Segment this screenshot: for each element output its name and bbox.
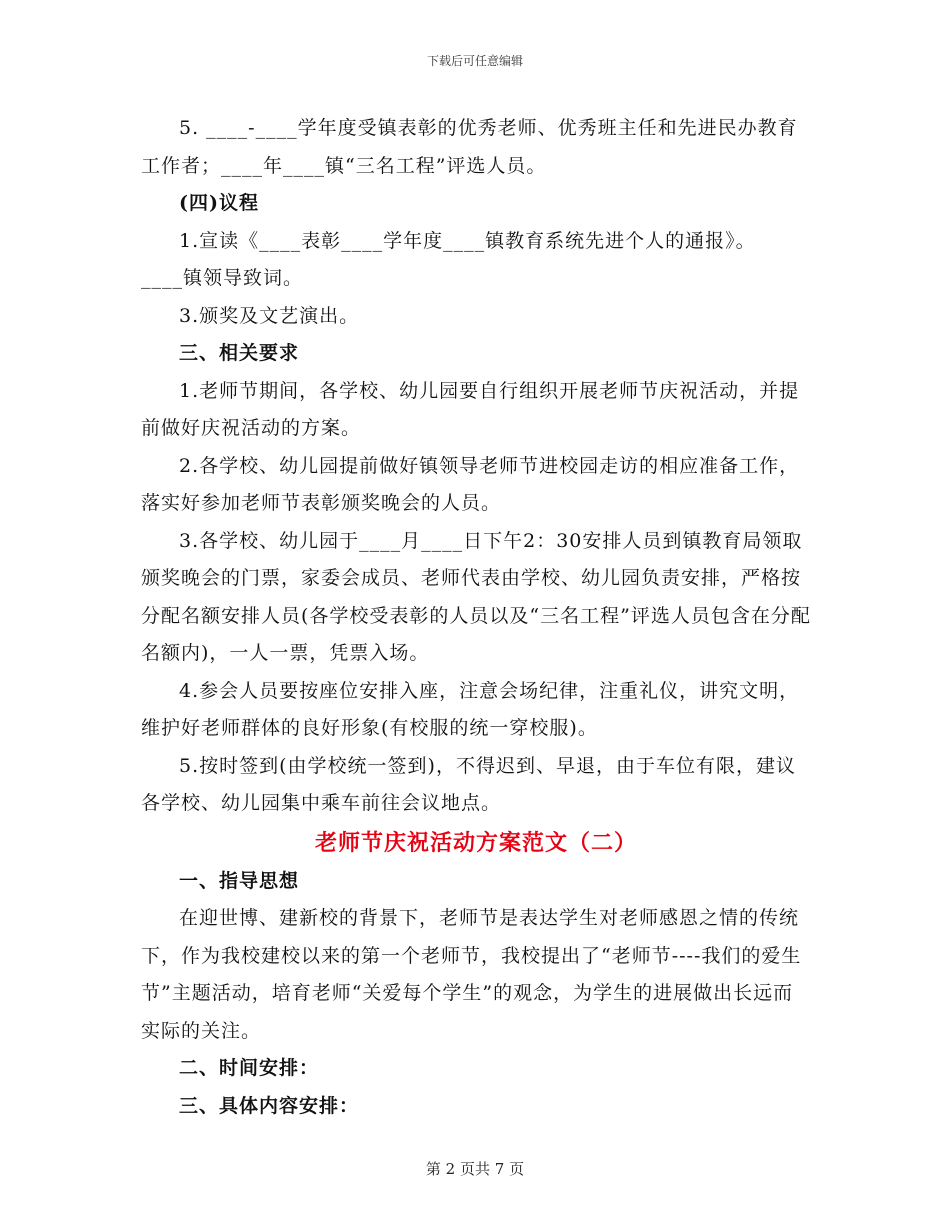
- section-heading: 三、具体内容安排：: [179, 1094, 360, 1117]
- paragraph: ____镇领导致词。: [141, 267, 304, 289]
- paragraph: 5. ____-____学年度受镇表彰的优秀老师、优秀班主任和先进民办教育工作者；____年____镇“三名工程”评选人员。: [141, 117, 798, 177]
- page-footer: 第 2 页共 7 页: [425, 1160, 525, 1178]
- paragraph: 2.各学校、幼儿园提前做好镇领导老师节进校园走访的相应准备工作，落实好参加老师节表彰颁奖晚会的人员。: [141, 454, 800, 514]
- section-heading: 二、时间安排：: [179, 1057, 320, 1079]
- paragraph: 3.颁奖及文艺演出。: [179, 304, 360, 327]
- section-title: 老师节庆祝活动方案范文（二）: [314, 829, 637, 856]
- paragraph: 在迎世博、建新校的背景下，老师节是表达学生对老师感恩之情的传统下，作为我校建校以来的第一个老师节，我校提出了“老师节----我们的爱生节”主题活动，培育老师“关爱每个学生”的观念，为学生的进展做出长远而实际的关注。: [141, 907, 802, 1042]
- paragraph: 1.宣读《____表彰____学年度____镇教育系统先进个人的通报》。: [179, 229, 756, 252]
- paragraph: 5.按时签到(由学校统一签到)，不得迟到、早退，由于车位有限，建议各学校、幼儿园集中乘车前往会议地点。: [141, 754, 796, 814]
- section-heading: (四)议程: [179, 192, 259, 214]
- document-body: [141, 110, 811, 1125]
- section-heading: 一、指导思想: [179, 869, 300, 892]
- page-header: 下载后可任意编辑: [426, 54, 523, 68]
- section-heading: 三、相关要求: [179, 342, 300, 364]
- paragraph: 4.参会人员要按座位安排入座，注意会场纪律，注重礼仪，讲究文明，维护好老师群体的良好形象(有校服的统一穿校服)。: [141, 679, 800, 739]
- paragraph: 1.老师节期间，各学校、幼儿园要自行组织开展老师节庆祝活动，并提前做好庆祝活动的方案。: [141, 379, 800, 439]
- paragraph: 3.各学校、幼儿园于____月____日下午2：30安排人员到镇教育局领取颁奖晚会的门票，家委会成员、老师代表由学校、幼儿园负责安排，严格按分配名额安排人员(各学校受表彰的人员以及“三名工程”评选人员包含在分配名额内)，一人一票，凭票入场。: [141, 529, 811, 664]
